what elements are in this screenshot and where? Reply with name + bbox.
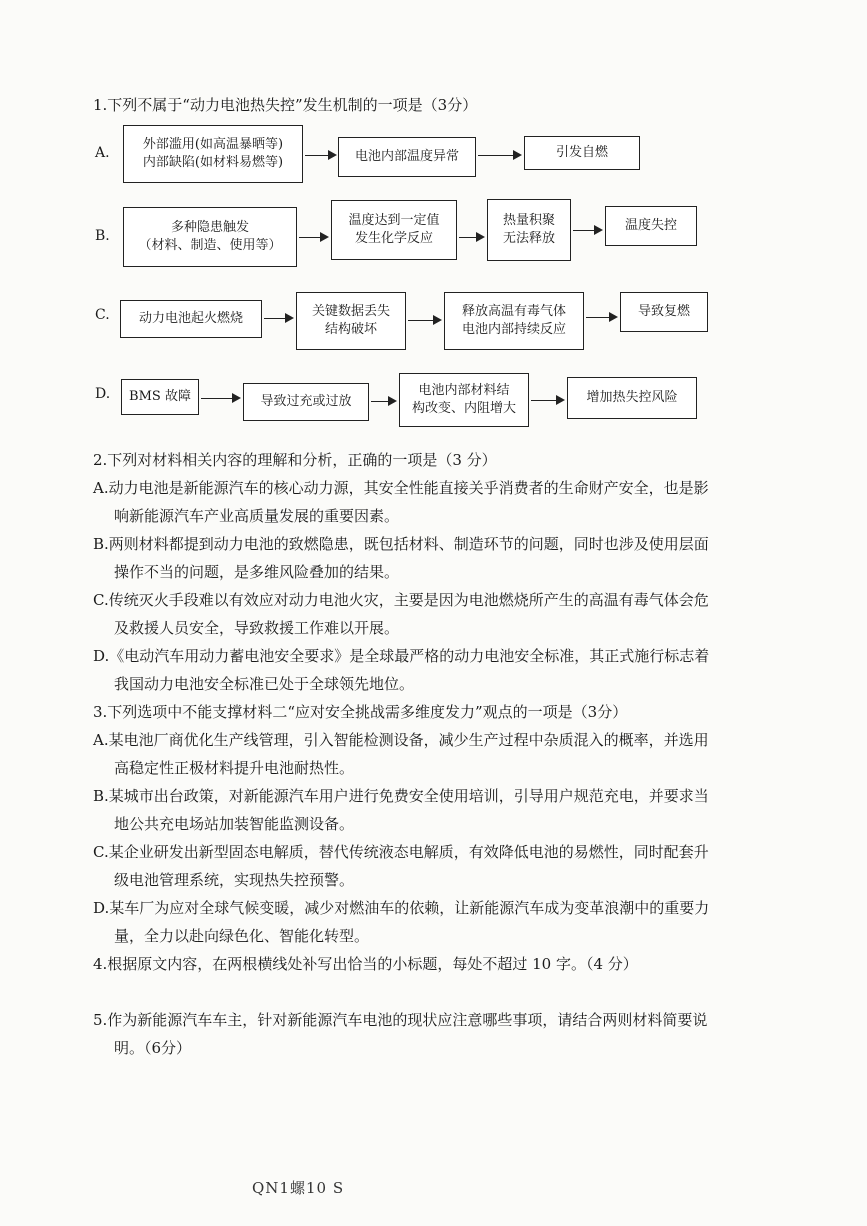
arrow-icon bbox=[531, 395, 565, 405]
q2-option-b: B.两则材料都提到动力电池的致燃隐患，既包括材料、制造环节的问题，同时也涉及使用层面 bbox=[93, 535, 709, 553]
page-footer-code: QN1螺10 S bbox=[252, 1179, 345, 1197]
q1-a-box3: 引发自燃 bbox=[524, 136, 640, 170]
q1-option-a-letter: A. bbox=[95, 145, 110, 161]
q1-option-d-letter: D. bbox=[95, 386, 111, 402]
q2-option-d: D.《电动汽车用动力蓄电池安全要求》是全球最严格的动力电池安全标准，其正式施行标志着 bbox=[93, 647, 710, 665]
q2-stem: 2.下列对材料相关内容的理解和分析，正确的一项是（3 分） bbox=[93, 451, 497, 469]
q2-option-c: C.传统灭火手段难以有效应对动力电池火灾，主要是因为电池燃烧所产生的高温有毒气体会危 bbox=[93, 591, 709, 609]
q3-block: 3.下列选项中不能支撑材料二“应对安全挑战需多维度发力”观点的一项是（3分） A.某电池厂商优化生产线管理，引入智能检测设备，减少生产过程中杂质混入的概率，并选用 高稳定性正极材料提升电池耐热性。 B.某城市出台政策，对新能源汽车用户进行免费安全使用培训，引导用户规范充电，并要求当 地公共充电场站加装智能监测设备。 C.某企业研发出新型固态电解质，替代传统液态电解质，有效降低电池的易燃性，同时配套升 级电池管理系统，实现热失控预警。 D.某车厂为应对全球气候变暖，减少对燃油车的依赖，让新能源汽车成为变革浪潮中的重要力 量，全力以赴向绿色化、智能化转型。 4.根据原文内容，在两根横线处补写出恰当的小标题，每处不超过 10 字。（4 分） bbox=[93, 698, 783, 978]
q1-option-b-letter: B. bbox=[95, 228, 110, 244]
arrow-icon bbox=[201, 393, 241, 403]
q1-d-box2: 导致过充或过放 bbox=[243, 383, 369, 421]
q1-c-box2: 关键数据丢失 结构破坏 bbox=[296, 292, 406, 350]
q1-b-box1: 多种隐患触发 （材料、制造、使用等） bbox=[123, 207, 297, 267]
q1-d-box3: 电池内部材料结 构改变、内阻增大 bbox=[399, 373, 529, 427]
q5-stem: 5.作为新能源汽车车主，针对新能源汽车电池的现状应注意哪些事项，请结合两则材料简要说 bbox=[93, 1011, 708, 1029]
arrow-icon bbox=[573, 225, 603, 235]
q1-b-box3: 热量积聚 无法释放 bbox=[487, 199, 571, 261]
q1-a-box2: 电池内部温度异常 bbox=[338, 137, 476, 177]
arrow-icon bbox=[478, 150, 522, 160]
q3-stem: 3.下列选项中不能支撑材料二“应对安全挑战需多维度发力”观点的一项是（3分） bbox=[93, 703, 628, 721]
q1-d-box4: 增加热失控风险 bbox=[567, 377, 697, 419]
q3-option-b: B.某城市出台政策，对新能源汽车用户进行免费安全使用培训，引导用户规范充电，并要求当 bbox=[93, 787, 709, 805]
arrow-icon bbox=[299, 232, 329, 242]
q4-stem: 4.根据原文内容，在两根横线处补写出恰当的小标题，每处不超过 10 字。（4 分） bbox=[93, 955, 638, 973]
q3-option-c: C.某企业研发出新型固态电解质，替代传统液态电解质，有效降低电池的易燃性，同时配套升 bbox=[93, 843, 709, 861]
q1-a-box1: 外部滥用(如高温暴晒等) 内部缺陷(如材料易燃等) bbox=[123, 125, 303, 183]
q1-b-box4: 温度失控 bbox=[605, 206, 697, 246]
arrow-icon bbox=[408, 315, 442, 325]
arrow-icon bbox=[264, 313, 294, 323]
q2-option-a: A.动力电池是新能源汽车的核心动力源，其安全性能直接关乎消费者的生命财产安全，也是影 bbox=[93, 479, 709, 497]
arrow-icon bbox=[305, 150, 337, 160]
q1-b-box2: 温度达到一定值 发生化学反应 bbox=[331, 200, 457, 260]
q1-c-box1: 动力电池起火燃烧 bbox=[120, 300, 262, 338]
q1-stem: 1.下列不属于“动力电池热失控”发生机制的一项是（3分） bbox=[93, 96, 478, 114]
q1-c-box3: 释放高温有毒气体 电池内部持续反应 bbox=[444, 292, 584, 350]
arrow-icon bbox=[586, 312, 618, 322]
q1-option-c-letter: C. bbox=[95, 307, 110, 323]
arrow-icon bbox=[371, 396, 397, 406]
q1-d-box1: BMS 故障 bbox=[121, 379, 199, 415]
q5-block: 5.作为新能源汽车车主，针对新能源汽车电池的现状应注意哪些事项，请结合两则材料简要说 明。（6分） bbox=[93, 1006, 783, 1062]
q3-option-a: A.某电池厂商优化生产线管理，引入智能检测设备，减少生产过程中杂质混入的概率，并选用 bbox=[93, 731, 709, 749]
q2-block: 2.下列对材料相关内容的理解和分析，正确的一项是（3 分） A.动力电池是新能源汽车的核心动力源，其安全性能直接关乎消费者的生命财产安全，也是影 响新能源汽车产业高质量发展的重要因素。 B.两则材料都提到动力电池的致燃隐患，既包括材料、制造环节的问题，同时也涉及使用层面 操作不当的问题，是多维风险叠加的结果。 C.传统灭火手段难以有效应对动力电池火灾，主要是因为电池燃烧所产生的高温有毒气体会危 及救援人员安全，导致救援工作难以开展。 D.《电动汽车用动力蓄电池安全要求》是全球最严格的动力电池安全标准，其正式施行标志着 我国动力电池安全标准已处于全球领先地位。 bbox=[93, 446, 783, 698]
q3-option-d: D.某车厂为应对全球气候变暖，减少对燃油车的依赖，让新能源汽车成为变革浪潮中的重要力 bbox=[93, 899, 710, 917]
q1-c-box4: 导致复燃 bbox=[620, 292, 708, 332]
arrow-icon bbox=[459, 232, 485, 242]
